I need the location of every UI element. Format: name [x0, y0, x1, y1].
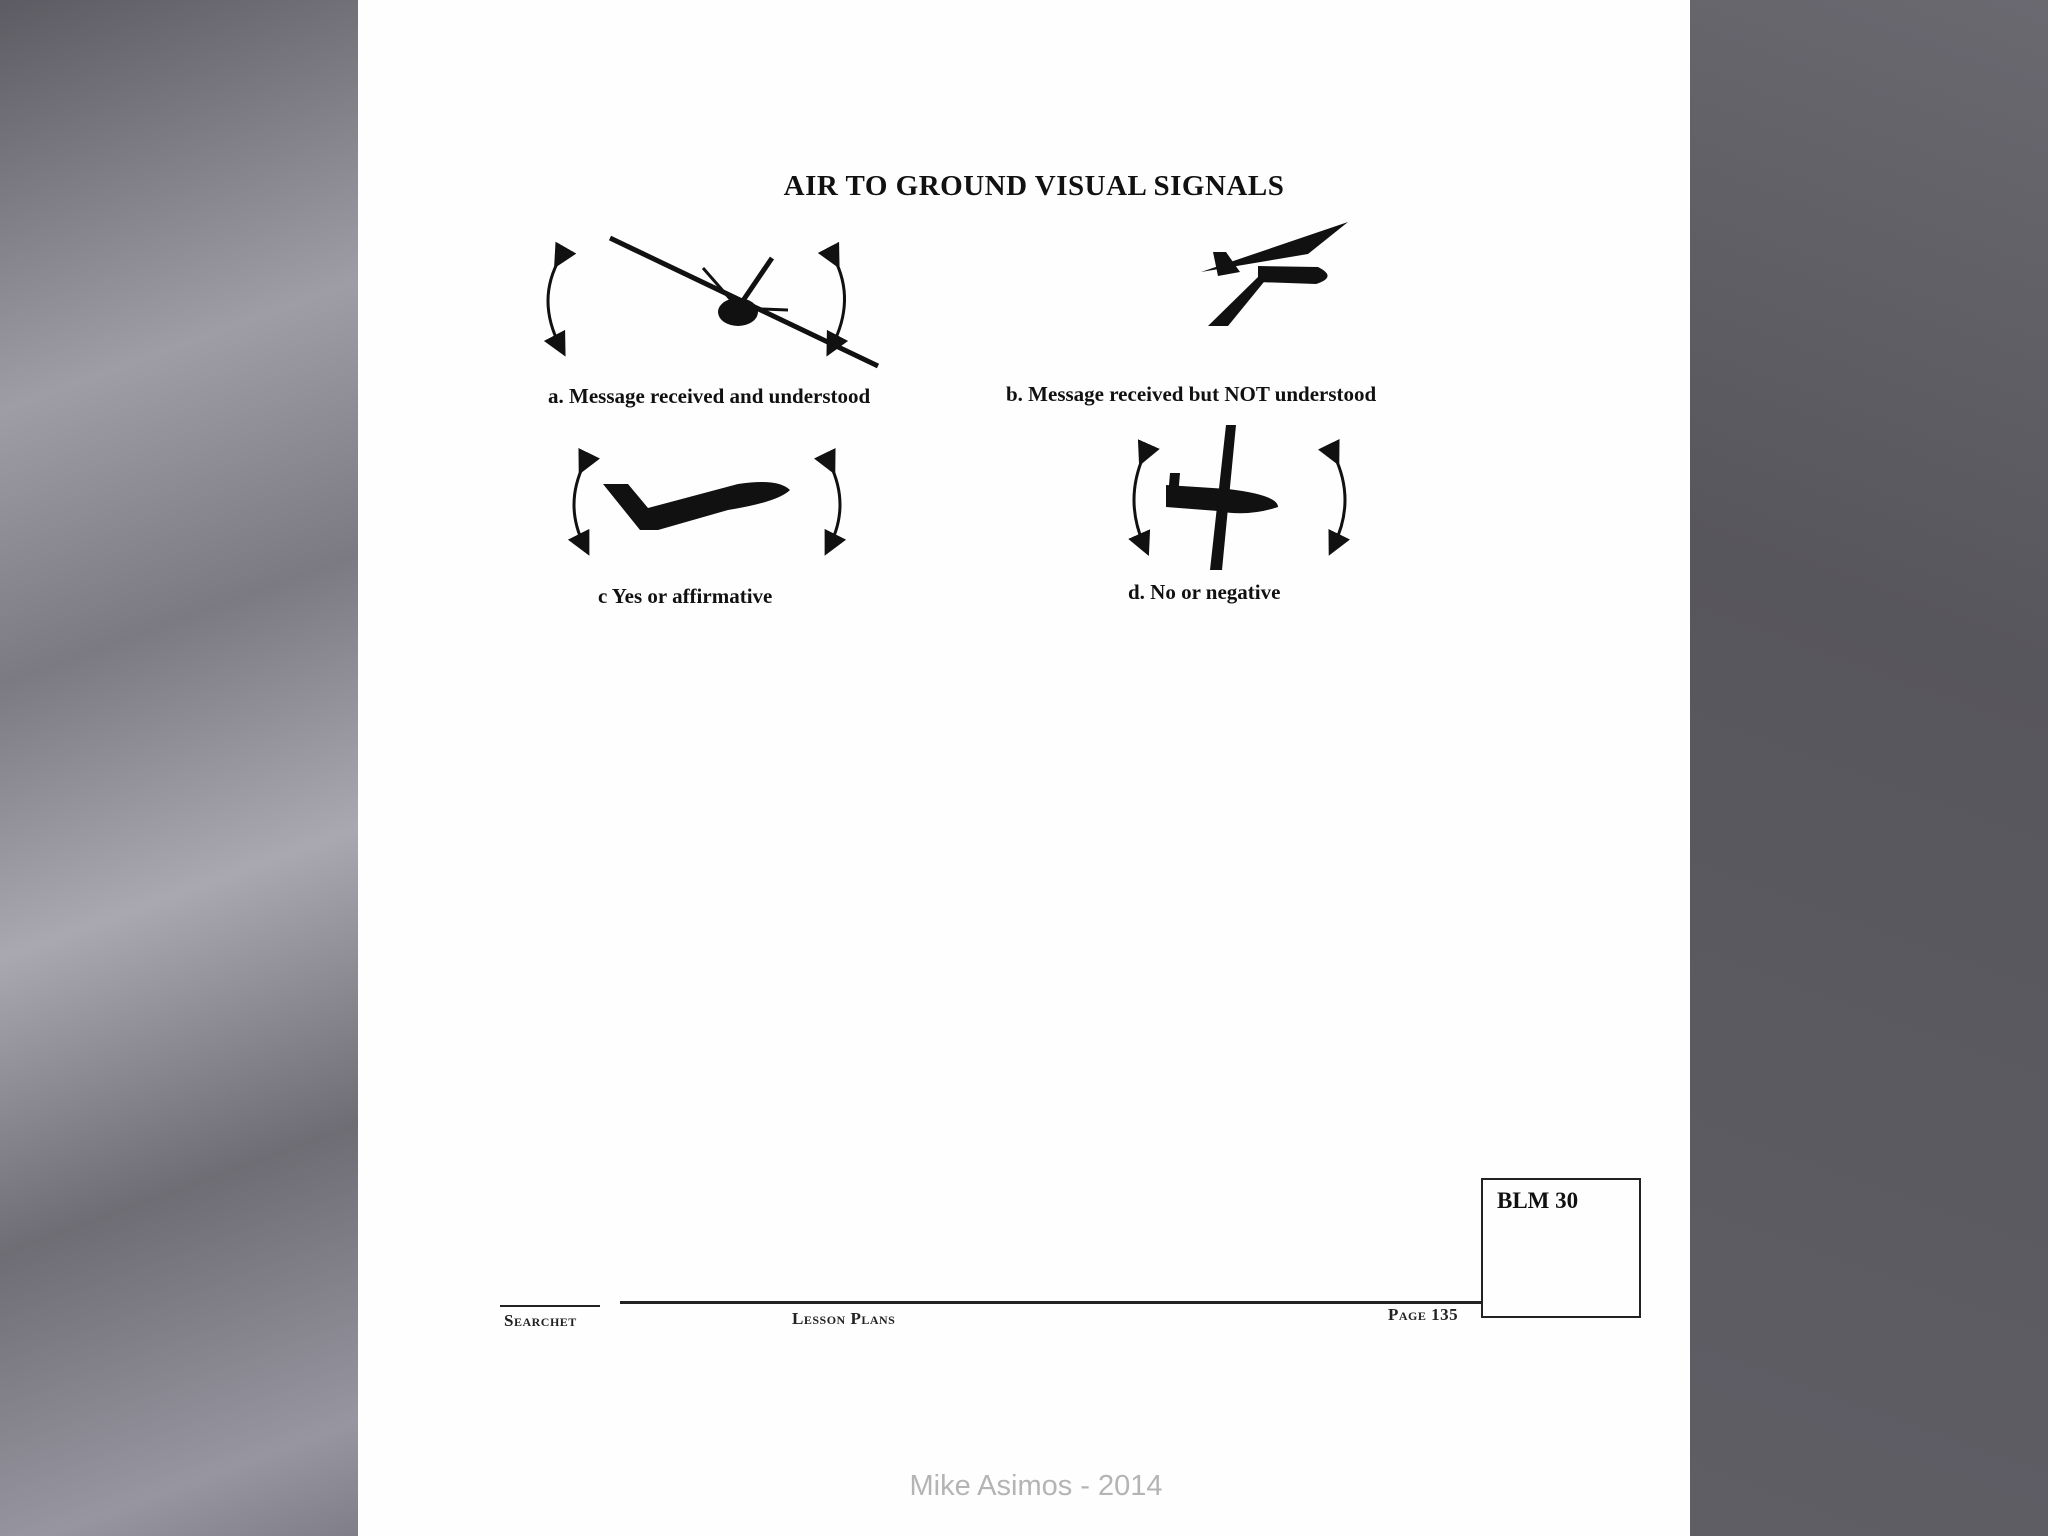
- footer-page-number: Page 135: [1388, 1305, 1459, 1324]
- wing-rocking-airplane-icon: [538, 228, 858, 368]
- signal-caption-b: b. Message received but NOT understood: [1006, 382, 1377, 406]
- blm-box: [1481, 1178, 1641, 1318]
- footer-left-text: Searchet: [504, 1311, 577, 1330]
- yawing-airplane-icon: [1128, 425, 1378, 575]
- signal-caption-a: a. Message received and understood: [548, 384, 871, 408]
- signal-caption-c: c Yes or affirmative: [598, 584, 773, 608]
- footer-rule: [620, 1301, 1482, 1304]
- slide-background-right: [1690, 0, 2048, 1536]
- footer-rule-left: [500, 1305, 600, 1307]
- pitching-airplane-icon: [568, 450, 848, 560]
- page-title: AIR TO GROUND VISUAL SIGNALS: [783, 170, 1285, 202]
- footer-center-text: Lesson Plans: [792, 1309, 896, 1328]
- slide-credit: Mike Asimos - 2014: [909, 1470, 1163, 1502]
- signal-caption-d: d. No or negative: [1128, 580, 1281, 604]
- document-page: [358, 0, 1690, 1536]
- circling-airplane-icon: [1198, 222, 1348, 327]
- blm-label: BLM 30: [1497, 1188, 1579, 1213]
